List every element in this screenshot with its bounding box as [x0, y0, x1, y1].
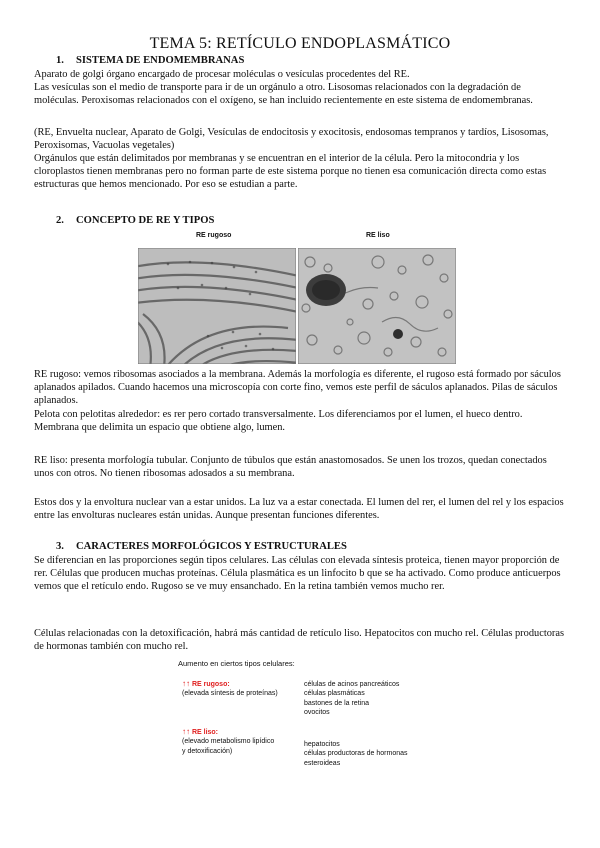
table-row-detail: (elevada síntesis de proteínas) — [182, 690, 278, 698]
cell-type: células de acinos pancreáticos — [304, 681, 400, 688]
table-caption: Aumento en ciertos tipos celulares: — [178, 659, 295, 668]
page-title: TEMA 5: RETÍCULO ENDOPLASMÁTICO — [149, 35, 451, 52]
up-arrows-icon: ↑↑ — [182, 679, 190, 688]
section-1-heading: 1. SISTEMA DE ENDOMEMBRANAS — [56, 55, 245, 66]
table-row-cells — [304, 680, 399, 718]
cell-type: células plasmáticas — [304, 690, 365, 698]
cell-type: células productoras de hormonas — [304, 750, 408, 758]
section-1-paragraph: Las vesículas son el medio de transporte para ir de un orgánulo a otro. Lisosomas relacionados con la degradación de moléculas. Peroxisomas relacionados con el oxígeno, se han incluido recientemente en este sistema de endomembranas. — [34, 82, 533, 106]
table-row-detail: y detoxificación) — [182, 747, 233, 755]
table-row-label — [182, 727, 274, 756]
figure-label-smooth-er: RE liso — [366, 232, 390, 239]
section-2-paragraph: RE rugoso: vemos ribosomas asociados a la membrana. Además la morfología es diferente, el rugoso está formado por sáculos aplanados apilados. Cuando hacemos una microscopía con corte fino, vemos este perfil de sáculos aplanados. Pilas de sáculos aplanados. — [34, 369, 561, 406]
up-arrows-icon: ↑↑ — [182, 727, 190, 736]
table-row-detail: (elevado metabolismo lipídico — [182, 738, 275, 746]
cell-type: ovocitos — [304, 709, 330, 717]
table-row-cells — [304, 740, 408, 768]
micrograph-figure — [138, 232, 456, 366]
smooth-er-micrograph — [298, 248, 456, 364]
rough-er-micrograph — [138, 248, 296, 364]
section-1-paragraph: (RE, Envuelta nuclear, Aparato de Golgi, Vesículas de endocitosis y exocitosis, endosomas tempranos y tardíos, Lisosomas, Peroxisomas, Vacuolas vegetales) — [34, 127, 549, 151]
figure-label-rough-er: RE rugoso — [196, 232, 232, 239]
section-2-paragraph: RE liso: presenta morfología tubular. Conjunto de túbulos que están anastomosados. Se unen los trozos, quedan conectados unos con otros. No tienen ribosomas adosados a su membrana. — [34, 455, 547, 479]
smooth-er-keyword: RE liso: — [191, 729, 219, 736]
cell-type: bastones de la retina — [304, 699, 369, 707]
cell-type-table — [178, 659, 438, 789]
rough-er-keyword: RE rugoso: — [191, 681, 230, 688]
cell-type: esteroideas — [304, 759, 341, 767]
section-3-heading: 3. CARACTERES MORFOLÓGICOS Y ESTRUCTURALES — [56, 541, 347, 552]
section-3-paragraph: Células relacionadas con la detoxificación, habrá más cantidad de retículo liso. Hepatocitos con mucho rel. Células productoras de hormonas también con mucho rel. — [34, 628, 565, 652]
table-row-label — [182, 679, 278, 699]
cell-type: hepatocitos — [304, 741, 340, 748]
section-2-heading: 2. CONCEPTO DE RE Y TIPOS — [56, 215, 215, 226]
section-2-paragraph: Pelota con pelotitas alrededor: es rer pero cortado transversalmente. Los diferenciamos por el lumen, el hueco dentro. Membrana que delimita un espacio que obtiene algo, lumen. — [34, 409, 523, 433]
section-2-paragraph: Estos dos y la envoltura nuclear van a estar unidos. La luz va a estar conectada. El lumen del rer, el lumen del rel y los espacios entre las envolturas nucleares están unidas. Aunque presentan funciones diferentes. — [34, 497, 564, 521]
section-1-paragraph: Aparato de golgi órgano encargado de procesar moléculas o vesículas procedentes del RE. — [34, 69, 410, 80]
section-3-paragraph: Se diferencian en las proporciones según tipos celulares. Las células con elevada síntesis proteica, tienen mayor proporción de rer. Células que producen muchas proteínas. Célula plasmática es un linfocito b que se ha activado. Como produce anticuerpos vemos que el retículo endo. Rugoso se ve muy ensanchado. En la retina también vemos mucho rer. — [34, 555, 561, 592]
section-1-paragraph: Orgánulos que están delimitados por membranas y se encuentran en el interior de la célula. Pero la mitocondria y los cloroplastos tienen membranas pero no forman parte de este sistema porque no tienen esa comunicación directa como estas estructuras que hemos mencionado. Por eso se estudian a parte. — [34, 153, 547, 190]
